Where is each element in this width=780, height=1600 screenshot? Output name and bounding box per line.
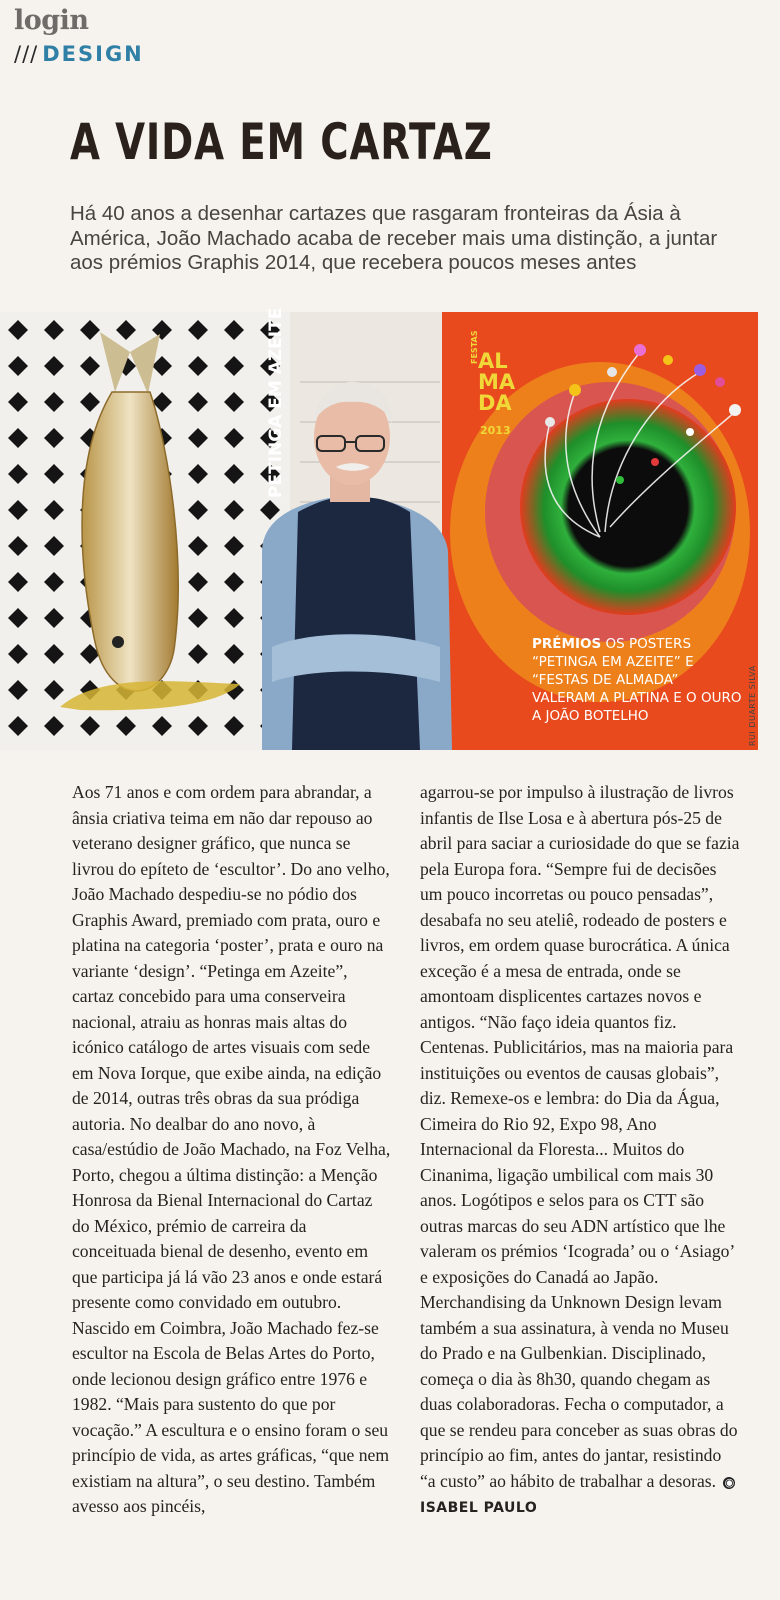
masthead xyxy=(14,6,144,66)
end-mark-icon: ◉ xyxy=(724,1475,735,1489)
article-column-2 xyxy=(420,780,740,1522)
section-name: DESIGN xyxy=(42,42,144,66)
article-title: A VIDA EM CARTAZ xyxy=(70,113,493,171)
article-column-1: Aos 71 anos e com ordem para abrandar, a ânsia criativa teima em não dar repouso ao veterano designer gráfico, que nunca se livrou do epíteto de ‘escultor’. Do ano velho, João Machado despediu-se no pódio dos Graphis Award, premiado com prata, ouro e platina na categoria ‘poster’, prata e ouro na variante ‘design’. “Petinga em Azeite”, cartaz concebido para uma conserveira nacional, atraiu as honras mais altas do icónico catálogo de artes visuais com sede em Nova Iorque, que exibe ainda, na edição de 2014, outras três obras da sua pródiga autoria. No dealbar do ano novo, à casa/estúdio de João Machado, na Foz Velha, Porto, chegou a última distinção: a Menção Honrosa da Bienal Internacional do Cartaz do México, prémio de carreira da conceituada bienal de desenho, evento em que participa já lá vão 23 anos e onde estará presente como convidado em outubro. Nascido em Coimbra, João Machado fez-se escultor na Escola de Belas Artes do Porto, onde lecionou design gráfico entre 1976 e 1982. “Mais para sustento do que por vocação.” A escultura e o ensino foram o seu princípio de vida, as artes gráficas, “que nem existiam na altura”, o seu destino. Também avesso aos pincéis, xyxy=(72,782,391,1516)
logo-part-in: in xyxy=(59,5,89,36)
section-slashes: /// xyxy=(14,42,39,66)
poster-year: 2013 xyxy=(480,424,511,437)
photo-credit: RUI DUARTE SILVA xyxy=(748,665,757,746)
poster-festas: FESTAS xyxy=(470,330,479,364)
author-name: ISABEL PAULO xyxy=(420,1500,538,1516)
article-standfirst: Há 40 anos a desenhar cartazes que rasgaram fronteiras da Ásia à América, João Machado acaba de receber mais uma distinção, a juntar aos prémios Graphis 2014, que recebera poucos meses antes xyxy=(70,202,718,274)
logo-part-log: log xyxy=(14,5,60,36)
caption-text: OS POSTERS “PETINGA EM AZEITE” E “FESTAS DE ALMADA” VALERAM A PLATINA E O OURO A JOÃO BOTELHO xyxy=(532,636,742,724)
photo-caption xyxy=(532,635,742,725)
poster-label-petinga: PETINGA EM AZEITE xyxy=(266,307,286,498)
column-2-text: agarrou-se por impulso à ilustração de livros infantis de Ilse Losa e à abertura pós-25 de abril para saciar a curiosidade do que se fazia pela Europa fora. “Sempre fui de decisões um pouco incorretas ou pouco pensadas”, desabafa no seu ateliê, rodeado de posters e livros, em ordem quase burocrática. A única exceção é a mesa de entrada, onde se amontoam displicentes cartazes novos e antigos. “Não faço ideia quantos fiz. Centenas. Publicitários, mas na maioria para instituições ou eventos de causas globais”, diz. Remexe-os e lembra: do Dia da Água, Cimeira do Rio 92, Expo 98, Ano Internacional da Floresta... Muitos do Cinanima, ligação umbilical com mais 30 anos. Logótipos e selos para os CTT são outras marcas do seu ADN artístico que lhe valeram os prémios ‘Icograda’ ou o ‘Asiago’ e exposições do Canadá ao Japão. Merchandising da Unknown Design levam também a sua assinatura, à venda no Museu do Prado e na Gulbenkian. Disciplinado, começa o dia às 8h30, quando chegam as duas colaboradoras. Fecha o computador, a que se rendeu para conceber as suas obras do princípio ao fim, antes do jantar, resistindo “a custo” ao hábito de trabalhar a desoras. xyxy=(420,782,740,1491)
caption-lead: PRÉMIOS xyxy=(532,636,602,652)
section-label xyxy=(14,42,144,66)
poster-al: AL MA DA xyxy=(478,349,516,415)
login-logo xyxy=(14,6,144,36)
